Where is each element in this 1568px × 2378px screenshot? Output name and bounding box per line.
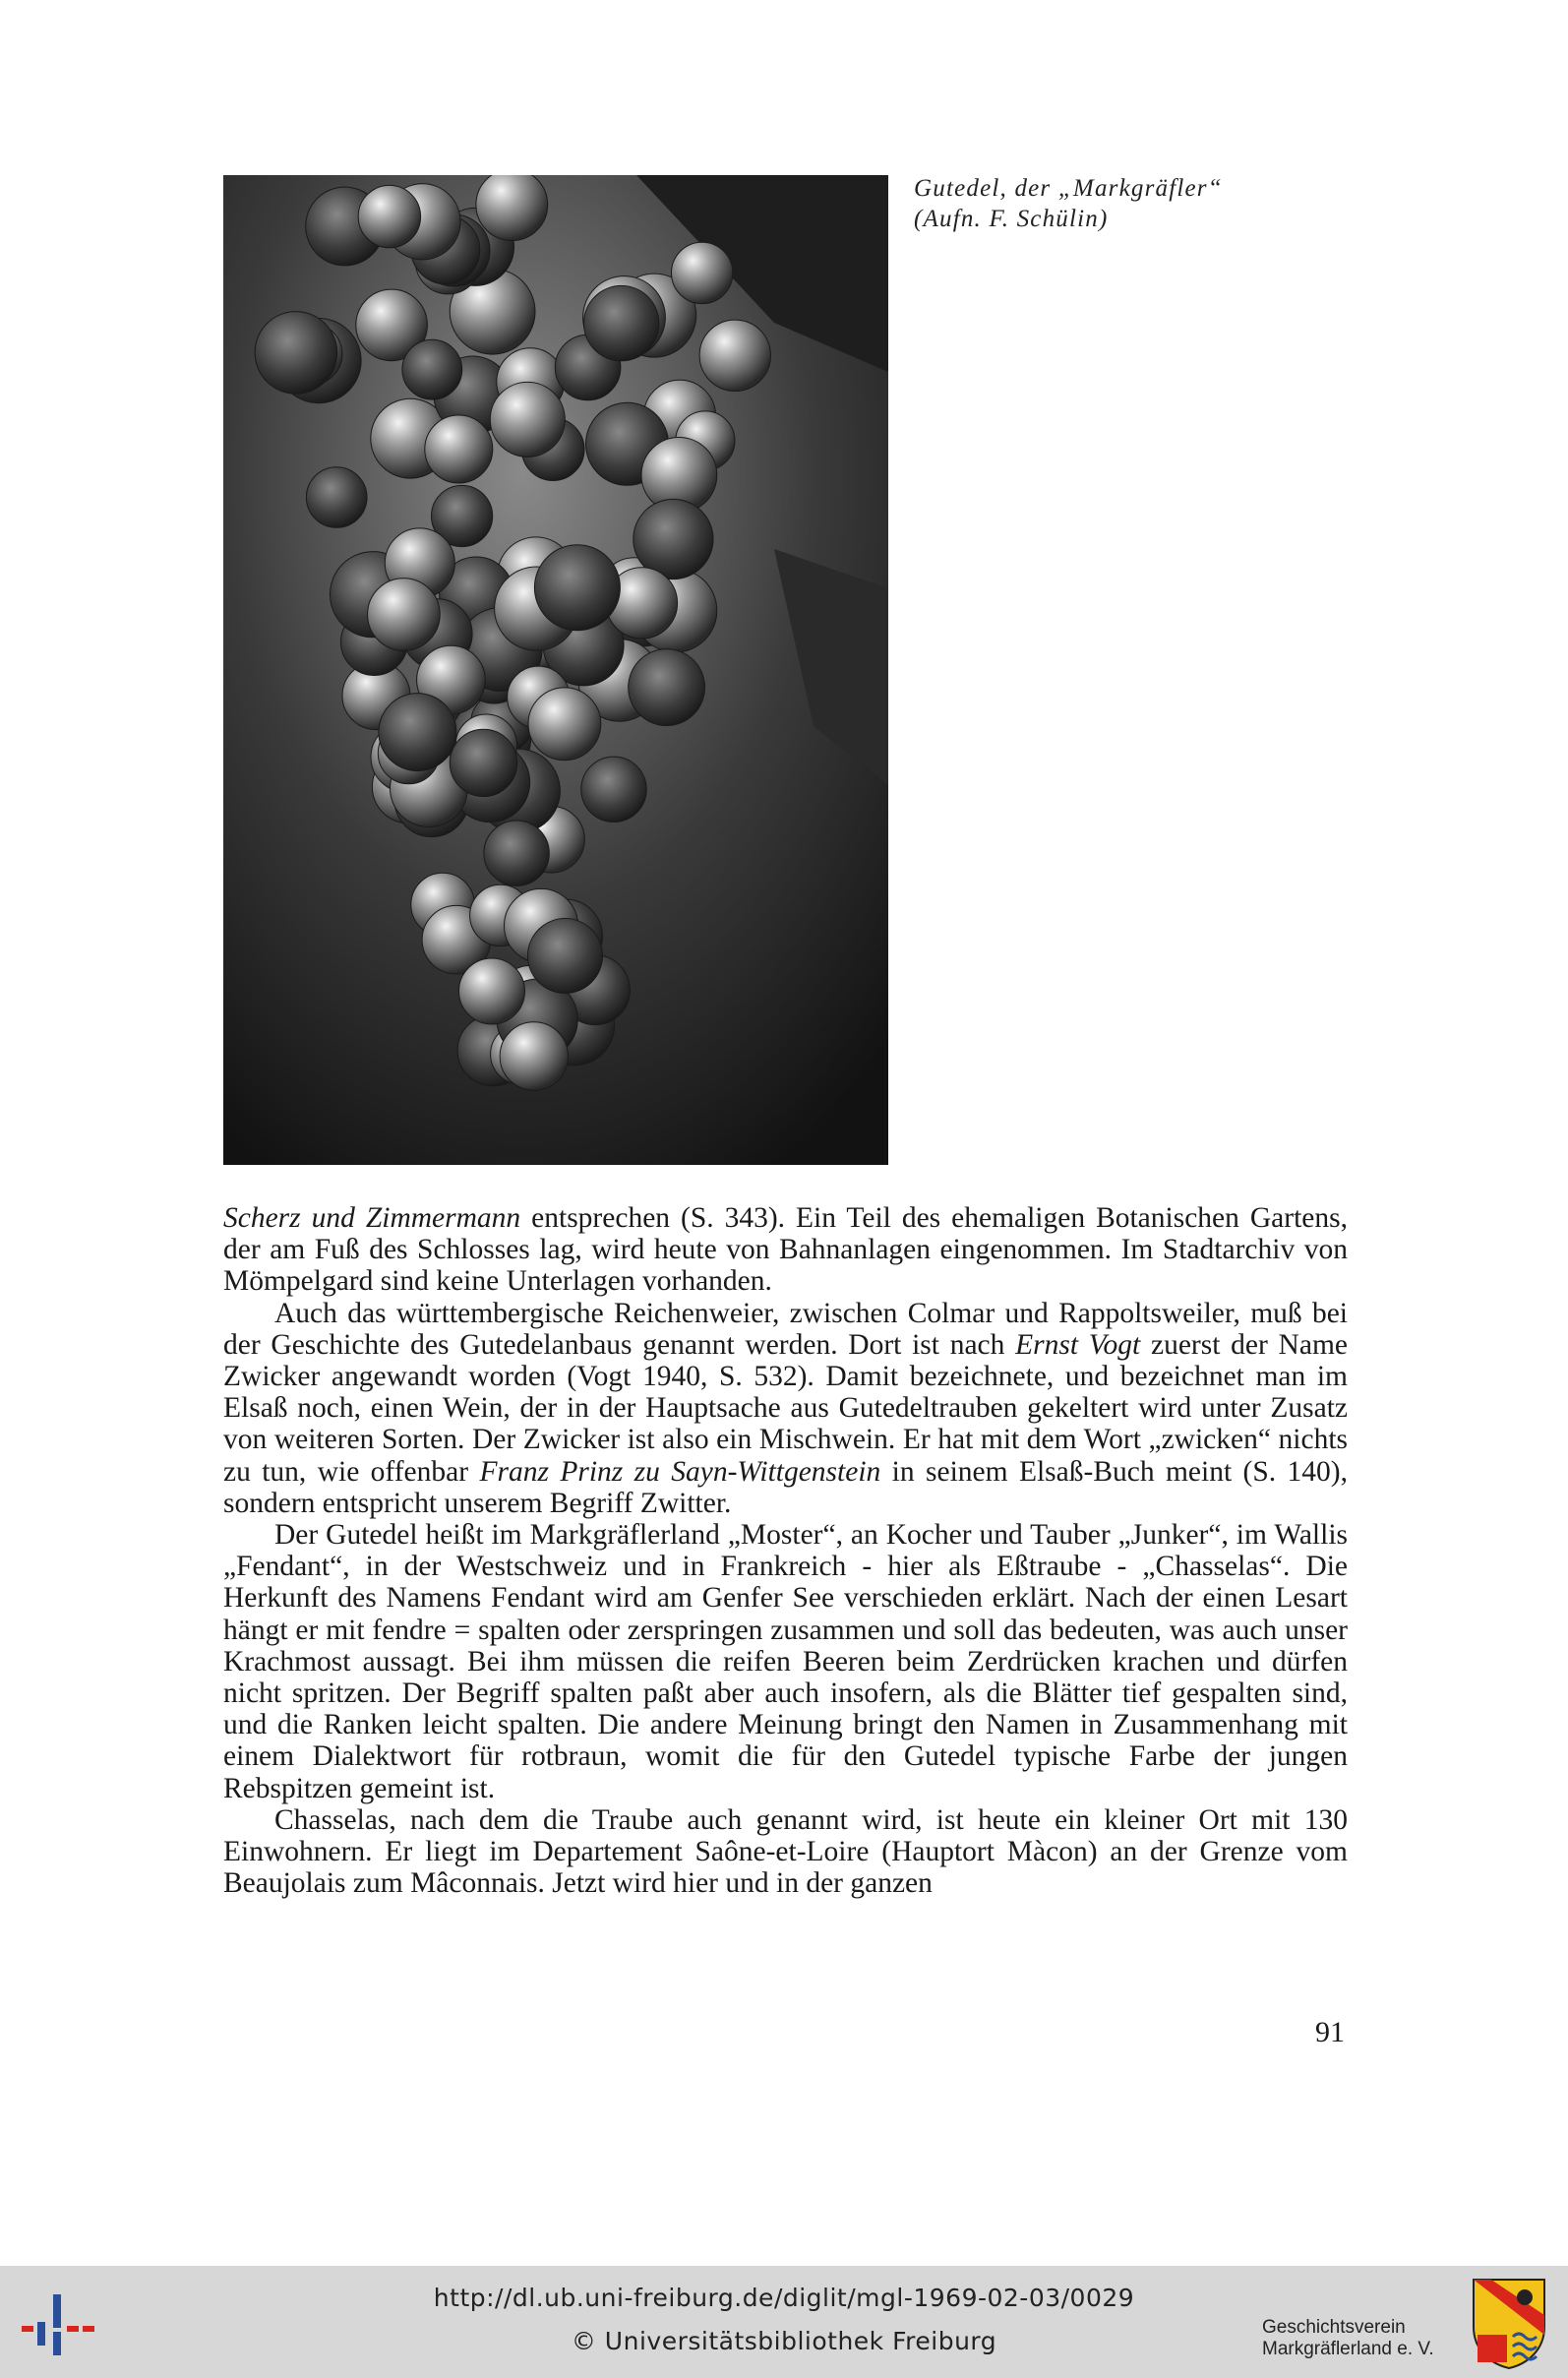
- grape-berry: [368, 579, 441, 651]
- grape-berry: [402, 339, 462, 399]
- grape-berry: [255, 312, 337, 395]
- grape-berry: [528, 688, 601, 761]
- body-text: [223, 1202, 1348, 1899]
- footer-bar: [0, 2266, 1568, 2378]
- photo-caption: [914, 173, 1223, 234]
- author-name: Franz Prinz zu Sayn-Wittgenstein: [479, 1455, 881, 1488]
- paragraph-4: Chasselas, nach dem die Traube auch genannt wird, ist heute ein kleiner Ort mit 130 Einwohnern. Er liegt im Departement Saône-et-Loire (Hauptort Màcon) an der Grenze vom Beaujolais zum Mâconnais. Jetzt wird hier und in der ganzen: [223, 1803, 1348, 1900]
- paragraph-1: Scherz und Zimmermann entsprechen (S. 343). Ein Teil des ehemaligen Botanischen Gartens, der am Fuß des Schlosses lag, wird heute von Bahnanlagen eingenommen. Im Stadtarchiv von Mömpelgard sind keine Unterlagen vorhanden.: [223, 1202, 1348, 1298]
- grape-berry: [699, 320, 770, 391]
- grape-berry: [459, 958, 525, 1024]
- caption-credit: (Aufn. F. Schülin): [914, 206, 1109, 232]
- paragraph-3: Der Gutedel heißt im Markgräflerland „Moster“, an Kocher und Tauber „Junker“, im Wallis „Fendant“, in der Westschweiz und in Frankreich - hier als Eßtraube - „Chasselas“. Die Herkunft des Namens Fendant wird am Genfer See verschieden erklärt. Nach der einen Lesart hängt er mit fendre = spalten oder zerspringen zusammen und soll das bedeuten, was auch unser Krachmost aussagt. Bei ihm müssen die reifen Beeren beim Zerdrücken krachen und dürfen nicht spritzen. Der Begriff spalten paßt aber auch insofern, als die Blätter tief gespalten sind, und die Ranken leicht spalten. Die andere Meinung bringt den Namen in Zusammenhang mit einem Dialektwort für rotbraun, womit die für den Gutedel typische Farbe der jungen Rebspitzen gemeint ist.: [223, 1519, 1348, 1804]
- caption-title: Gutedel, der „Markgräfler“: [914, 175, 1223, 202]
- author-names: Scherz und Zimmermann: [223, 1202, 521, 1234]
- grape-berry: [500, 1022, 568, 1090]
- paragraph-2: Auch das württembergische Reichenweier, zwischen Colmar und Rappoltsweiler, muß bei der Geschichte des Gutedelanbaus genannt werden. Dort ist nach Ernst Vogt zuerst der Name Zwicker angewandt worden (Vogt 1940, S. 532). Damit bezeichnete, und bezeichnet man im Elsaß noch, einen Wein, der in der Hauptsache aus Gutedeltrauben gekeltert wird unter Zusatz von weiteren Sorten. Der Zwicker ist also ein Mischwein. Er hat mit dem Wort „zwicken“ nichts zu tun, wie offenbar Franz Prinz zu Sayn-Wittgenstein in seinem Elsaß-Buch meint (S. 140), sondern entspricht unserem Begriff Zwitter.: [223, 1297, 1348, 1519]
- coat-of-arms-icon: [1470, 2276, 1548, 2370]
- society-name: Geschichtsverein Markgräflerland e. V.: [1262, 2317, 1434, 2359]
- grape-berry: [581, 757, 646, 822]
- author-name: Ernst Vogt: [1015, 1328, 1141, 1361]
- grape-berry: [629, 649, 705, 726]
- grape-cluster-image: [223, 175, 888, 1165]
- grape-berry: [528, 919, 603, 994]
- grape-berry: [379, 694, 456, 771]
- grape-berry: [534, 545, 620, 631]
- footer-url[interactable]: http://dl.ub.uni-freiburg.de/diglit/mgl-1969-02-03/0029: [433, 2284, 1135, 2312]
- grape-berry: [672, 242, 733, 303]
- grape-berry: [358, 185, 420, 247]
- grape-berry: [425, 415, 493, 483]
- grape-berry: [484, 821, 549, 885]
- grape-berry: [450, 729, 516, 796]
- page-number: 91: [1315, 2016, 1345, 2048]
- footer-copyright: © Universitätsbibliothek Freiburg: [571, 2327, 997, 2355]
- grape-berry: [476, 175, 548, 241]
- grape-photo: [223, 175, 888, 1165]
- grape-berry: [306, 467, 367, 528]
- grape-berry: [490, 382, 565, 457]
- grape-berry: [584, 285, 659, 360]
